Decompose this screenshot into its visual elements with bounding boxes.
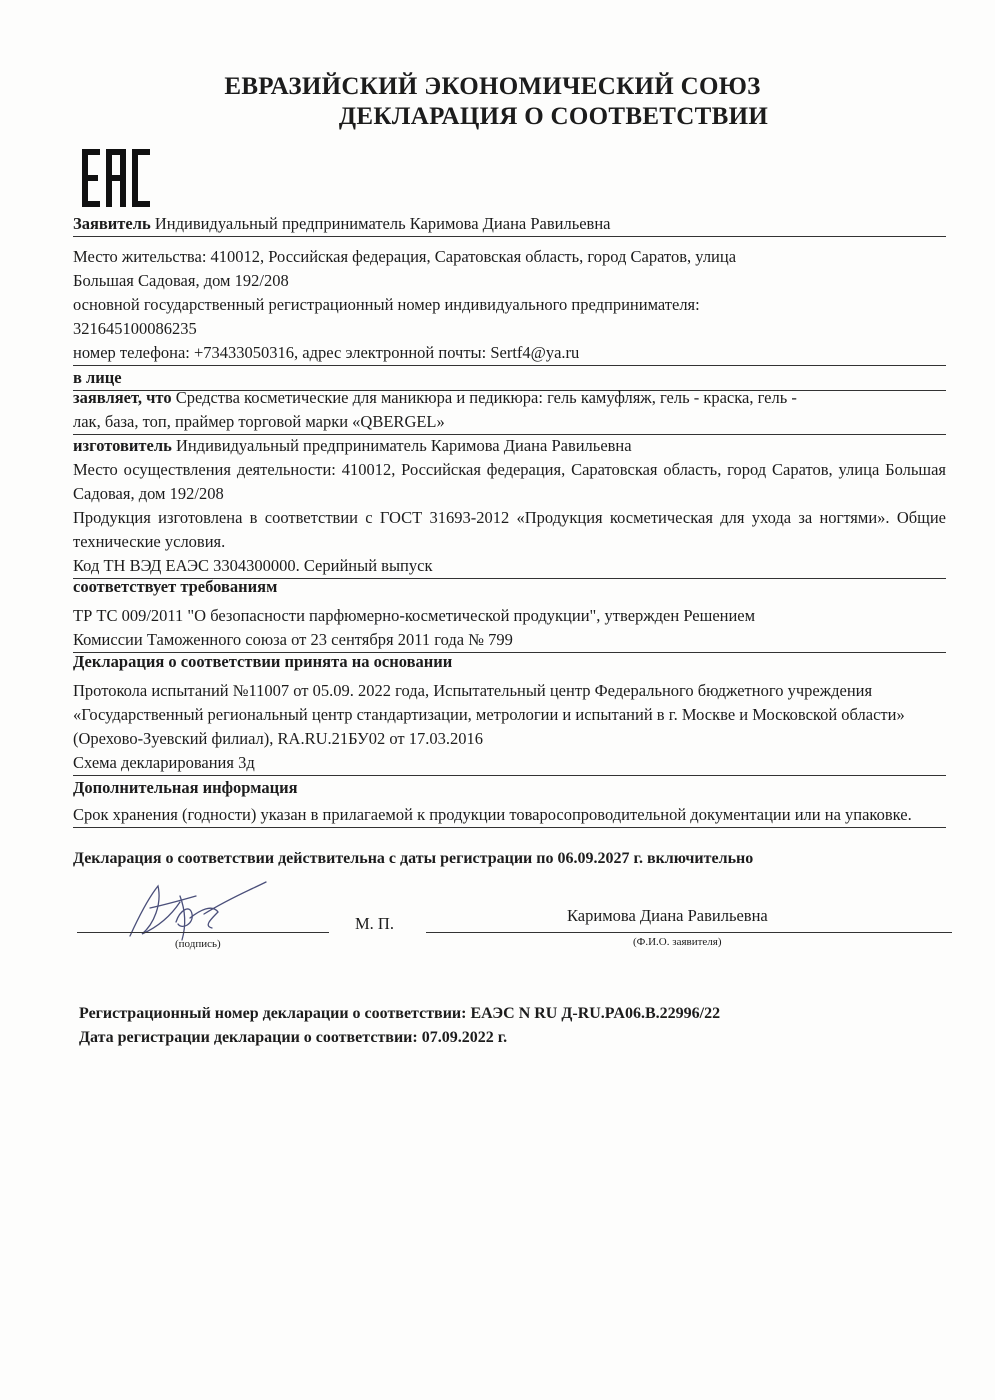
name-caption: (Ф.И.О. заявителя)	[633, 936, 722, 948]
basis-scheme: Схема декларирования 3д	[73, 751, 946, 776]
requirements-line2: Комиссии Таможенного союза от 23 сентября 2011 года № 799	[73, 628, 946, 653]
manufacturer-place: Место осуществления деятельности: 410012, Российская федерация, Саратовская область, город Саратов, улица Большая Садовая, дом 192/208	[73, 460, 946, 503]
signature-image	[120, 874, 270, 948]
requirements-line1: ТР ТС 009/2011 "О безопасности парфюмерно-косметической продукции", утвержден Решением	[73, 606, 756, 625]
in-person-label: в лице	[73, 366, 946, 391]
registration-date: Дата регистрации декларации о соответствии: 07.09.2022 г.	[79, 1029, 508, 1046]
requirements-section	[73, 575, 946, 653]
eac-logo-icon	[80, 146, 152, 210]
manufacturer-label: изготовитель	[73, 436, 172, 455]
registration-block	[79, 1002, 720, 1050]
signature-line	[77, 932, 329, 933]
manufacturer-section	[73, 434, 946, 579]
applicant-name: Индивидуальный предприниматель Каримова Диана Равильевна	[154, 214, 611, 233]
validity-statement: Декларация о соответствии действительна с даты регистрации по 06.09.2027 г. включительно	[73, 850, 754, 867]
applicant-address-line2: Большая Садовая, дом 192/208	[73, 271, 289, 290]
name-line	[426, 932, 952, 933]
basis-section	[73, 650, 946, 776]
basis-text: Протокола испытаний №11007 от 05.09. 2022 года, Испытательный центр Федерального бюджетного учреждения «Государственный региональный центр стандартизации, метрологии и испытаний в г. Москве и Московской области» (Орехово-Зуевский филиал), RA.RU.21БУ02 от 17.03.2016	[73, 681, 905, 748]
applicant-row	[73, 212, 946, 237]
declares-label: заявляет, что	[73, 388, 172, 407]
manufacturer-standard: Продукция изготовлена в соответствии с ГОСТ 31693-2012 «Продукция косметическая для ухода за ногтями». Общие технические условия.	[73, 508, 946, 551]
product-code: Код ТН ВЭД ЕАЭС 3304300000. Серийный выпуск	[73, 554, 946, 579]
requirements-label: соответствует требованиям	[73, 577, 278, 596]
declares-line2: лак, база, топ, праймер торговой марки «QBERGEL»	[73, 412, 445, 431]
title-declaration: ДЕКЛАРАЦИЯ О СООТВЕТСТВИИ	[338, 103, 769, 130]
ogrn-label: основной государственный регистрационный номер индивидуального предпринимателя:	[73, 295, 700, 314]
ogrn-value: 321645100086235	[73, 319, 197, 338]
applicant-label: Заявитель	[73, 214, 151, 233]
signature-caption: (подпись)	[175, 938, 221, 950]
stamp-label: М. П.	[355, 914, 394, 933]
registration-number: Регистрационный номер декларации о соответствии: ЕАЭС N RU Д-RU.PA06.B.22996/22	[79, 1005, 721, 1022]
additional-section	[73, 776, 946, 828]
manufacturer-name: Индивидуальный предприниматель Каримова Диана Равильевна	[175, 436, 632, 455]
applicant-address-line1: Место жительства: 410012, Российская федерация, Саратовская область, город Саратов, улица	[73, 247, 737, 266]
applicant-signatory-name: Каримова Диана Равильевна	[567, 906, 768, 925]
applicant-details	[73, 245, 946, 391]
declares-section	[73, 386, 946, 435]
additional-label: Дополнительная информация	[73, 778, 298, 797]
title-union: ЕВРАЗИЙСКИЙ ЭКОНОМИЧЕСКИЙ СОЮЗ	[224, 73, 761, 100]
additional-text: Срок хранения (годности) указан в прилагаемой к продукции товаросопроводительной документации или на упаковке.	[73, 803, 946, 828]
declares-line1: Средства косметические для маникюра и педикюра: гель камуфляж, гель - краска, гель -	[175, 388, 797, 407]
basis-label: Декларация о соответствии принята на основании	[73, 652, 453, 671]
applicant-contacts: номер телефона: +73433050316, адрес электронной почты: Sertf4@ya.ru	[73, 341, 946, 366]
